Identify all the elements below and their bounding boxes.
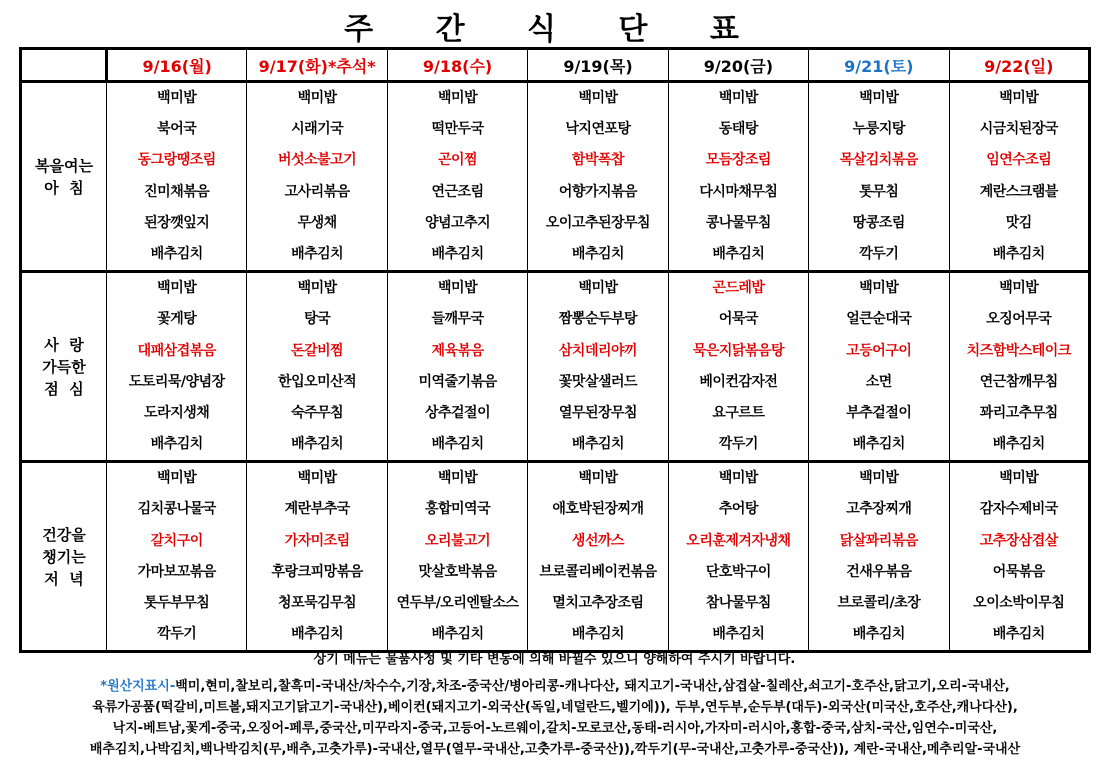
meal-row bbox=[21, 82, 1090, 272]
day-menu-cell bbox=[949, 82, 1089, 272]
menu-item: 톳무침 bbox=[859, 183, 899, 200]
day-menu-cell bbox=[247, 82, 387, 272]
menu-item: 동태탕 bbox=[718, 121, 758, 138]
day-menu-cell bbox=[668, 82, 808, 272]
menu-item: 삼치데리야끼 bbox=[558, 342, 638, 359]
menu-item: 백미밥 bbox=[999, 470, 1039, 487]
menu-item: 백미밥 bbox=[157, 470, 197, 487]
menu-item: 고추장찌개 bbox=[846, 501, 912, 518]
menu-item: 양념고추지 bbox=[424, 214, 491, 231]
menu-item: 백미밥 bbox=[718, 90, 758, 106]
menu-item: 떡만두국 bbox=[431, 121, 484, 138]
meal-label-line: 건강을 bbox=[42, 525, 86, 544]
menu-item: 닭살꽈리볶음 bbox=[839, 532, 918, 549]
menu-item: 오리훈제겨자냉채 bbox=[686, 532, 791, 549]
menu-item: 백미밥 bbox=[438, 90, 478, 106]
menu-item: 부추겉절이 bbox=[846, 404, 912, 421]
menu-item: 배추김치 bbox=[992, 626, 1045, 643]
menu-item: 배추김치 bbox=[431, 436, 484, 453]
menu-item: 오이고추된장무침 bbox=[545, 214, 651, 231]
menu-item: 꽃게탕 bbox=[157, 311, 197, 328]
meal-label-line: 점 심 bbox=[44, 379, 84, 398]
menu-item: 감자수제비국 bbox=[979, 501, 1058, 518]
meal-label-line: 사 랑 bbox=[44, 335, 84, 354]
menu-item: 백미밥 bbox=[297, 90, 337, 106]
menu-item: 백미밥 bbox=[297, 470, 337, 487]
menu-item: 추어탕 bbox=[718, 501, 758, 518]
menu-item: 배추김치 bbox=[571, 245, 625, 262]
origin-line: 낙지-베트남,꽃게-중국,오징어-페루,중국산,미꾸라지-중국,고등어-노르웨이,갈치-모로코산,동태-러시아,가자미-러시아,홍합-중국,삼치-국산,임연수-미국산, bbox=[112, 721, 998, 736]
menu-item: 브로콜리/초장 bbox=[837, 595, 921, 611]
origin-line: 육류가공품(떡갈비,미트볼,돼지고기닭고기-국내산),베이컨(돼지고기-외국산(독일,네덜란드,벨기에)), 두부,연두부,순두부(대두)-외국산(미국산,호주산,캐나다산), bbox=[92, 700, 1018, 715]
menu-item: 백미밥 bbox=[438, 470, 478, 487]
day-header: 9/18(수) bbox=[387, 49, 527, 82]
menu-item: 고사리볶음 bbox=[284, 183, 350, 200]
menu-item: 소면 bbox=[865, 373, 892, 390]
day-menu-cell bbox=[387, 272, 527, 462]
menu-item: 진미채볶음 bbox=[144, 183, 210, 200]
day-menu-cell bbox=[247, 272, 387, 462]
menu-item: 임연수조림 bbox=[986, 152, 1052, 169]
menu-item: 생선까스 bbox=[571, 532, 625, 549]
menu-item: 백미밥 bbox=[157, 90, 197, 106]
day-menu-cell bbox=[949, 272, 1089, 462]
menu-item: 꽈리고추무침 bbox=[979, 404, 1058, 421]
menu-item: 요구르트 bbox=[712, 404, 765, 421]
origin-line: 배추김치,나박김치,백나박김치(무,배추,고춧가루)-국내산,열무(열무-국내산,고춧가루-중국산)),깍두기(무-국내산,고춧가루-중국산)), 계란-국내산,메추리알-국내산 bbox=[89, 742, 1021, 757]
menu-item: 도라지생채 bbox=[144, 404, 210, 421]
menu-item: 맛살호박볶음 bbox=[418, 563, 497, 580]
meal-label-line: 챙기는 bbox=[42, 547, 86, 566]
day-header: 9/19(목) bbox=[528, 49, 668, 82]
menu-item: 열무된장무침 bbox=[558, 404, 638, 421]
origin-line-text: 백미,현미,찰보리,찰흑미-국내산/차수수,기장,차조-중국산/병아리콩-캐나다산, 돼지고기-국내산,삼겹살-칠레산,쇠고기-호주산,닭고기,오리-국내산, bbox=[175, 679, 1010, 694]
menu-item: 연근참깨무침 bbox=[979, 373, 1058, 390]
menu-item: 백미밥 bbox=[578, 90, 618, 106]
day-menu-cell bbox=[387, 462, 527, 652]
menu-item: 백미밥 bbox=[438, 280, 478, 297]
menu-item: 곤이찜 bbox=[438, 152, 478, 169]
menu-item: 얼큰순대국 bbox=[846, 311, 912, 328]
menu-item: 멸치고추장조림 bbox=[552, 595, 644, 611]
menu-item: 북어국 bbox=[157, 121, 197, 138]
meal-label bbox=[21, 272, 107, 462]
day-menu-cell bbox=[528, 272, 668, 462]
menu-item: 배추김치 bbox=[992, 436, 1045, 453]
menu-item: 배추김치 bbox=[571, 626, 625, 643]
menu-item: 김치콩나물국 bbox=[137, 501, 216, 518]
menu-item: 다시마채무침 bbox=[699, 183, 778, 200]
menu-item: 백미밥 bbox=[718, 470, 758, 487]
menu-item: 돈갈비찜 bbox=[291, 342, 344, 359]
menu-item: 땅콩조림 bbox=[852, 214, 905, 231]
menu-item: 콩나물무침 bbox=[705, 214, 771, 231]
origin-line bbox=[20, 676, 1090, 697]
day-menu-cell bbox=[809, 462, 949, 652]
menu-item: 시금치된장국 bbox=[979, 121, 1058, 138]
menu-item: 맛김 bbox=[1005, 214, 1032, 231]
menu-item: 무생채 bbox=[297, 214, 337, 231]
menu-item: 배추김치 bbox=[291, 626, 344, 643]
menu-item: 한입오미산적 bbox=[278, 373, 357, 390]
menu-item: 백미밥 bbox=[157, 280, 197, 297]
notice-text: 상기 메뉴는 물품사정 및 기타 변동에 의해 바뀔수 있으니 양해하여 주시기 바랍니다. bbox=[313, 652, 796, 667]
day-menu-cell bbox=[809, 272, 949, 462]
day-menu-cell bbox=[107, 82, 247, 272]
day-menu-cell bbox=[809, 82, 949, 272]
menu-item: 단호박구이 bbox=[705, 563, 771, 580]
meal-label-line: 복을여는 bbox=[35, 156, 93, 175]
menu-item: 애호박된장찌개 bbox=[552, 501, 644, 518]
menu-item: 고추장삼겹살 bbox=[979, 532, 1058, 549]
menu-item: 백미밥 bbox=[999, 90, 1039, 106]
menu-item: 배추김치 bbox=[712, 245, 765, 262]
menu-item: 가자미조림 bbox=[284, 532, 350, 549]
day-header: 9/22(일) bbox=[949, 49, 1089, 82]
meal-label-line: 저 녁 bbox=[44, 569, 84, 588]
menu-item: 후랑크피망볶음 bbox=[271, 563, 363, 580]
menu-item: 시래기국 bbox=[291, 121, 344, 138]
day-header: 9/16(월) bbox=[107, 49, 247, 82]
menu-item: 배추김치 bbox=[852, 436, 905, 453]
menu-item: 어묵국 bbox=[718, 311, 758, 328]
menu-item: 누룽지탕 bbox=[852, 121, 905, 138]
menu-item: 된장깻잎지 bbox=[144, 214, 210, 231]
menu-item: 배추김치 bbox=[431, 626, 484, 643]
menu-item: 연근조림 bbox=[431, 183, 484, 200]
menu-item: 배추김치 bbox=[852, 626, 905, 643]
menu-item: 미역줄기볶음 bbox=[418, 373, 497, 390]
menu-item: 목살김치볶음 bbox=[839, 152, 918, 169]
menu-item: 들깨무국 bbox=[431, 311, 484, 328]
day-menu-cell bbox=[528, 462, 668, 652]
menu-item: 계란부추국 bbox=[284, 501, 350, 518]
menu-item: 어묵볶음 bbox=[992, 563, 1045, 580]
day-menu-cell bbox=[247, 462, 387, 652]
meal-label bbox=[21, 82, 107, 272]
menu-item: 치즈함박스테이크 bbox=[966, 342, 1071, 359]
day-menu-cell bbox=[528, 82, 668, 272]
menu-item: 짬뽕순두부탕 bbox=[558, 311, 638, 328]
menu-item: 꽃맛살샐러드 bbox=[558, 373, 638, 390]
menu-item: 배추김치 bbox=[571, 436, 625, 453]
menu-item: 갈치구이 bbox=[150, 532, 203, 549]
menu-item: 배추김치 bbox=[291, 436, 344, 453]
day-header: 9/17(화)*추석* bbox=[247, 49, 387, 82]
menu-item: 깍두기 bbox=[157, 626, 197, 643]
day-menu-cell bbox=[949, 462, 1089, 652]
menu-item: 백미밥 bbox=[999, 280, 1039, 297]
menu-item: 배추김치 bbox=[291, 245, 344, 262]
day-menu-cell bbox=[387, 82, 527, 272]
menu-item: 배추김치 bbox=[992, 245, 1045, 262]
menu-item: 톳두부무침 bbox=[144, 595, 210, 611]
menu-item: 가마보꼬볶음 bbox=[137, 563, 216, 580]
menu-item: 묵은지닭볶음탕 bbox=[692, 342, 784, 359]
day-header: 9/21(토) bbox=[809, 49, 949, 82]
menu-item: 상추겉절이 bbox=[424, 404, 491, 421]
menu-item: 모듬장조림 bbox=[705, 152, 771, 169]
menu-item: 오리불고기 bbox=[424, 532, 491, 549]
menu-item: 숙주무침 bbox=[291, 404, 344, 421]
menu-item: 배추김치 bbox=[712, 626, 765, 643]
menu-item: 백미밥 bbox=[859, 280, 899, 297]
menu-item: 버섯소불고기 bbox=[278, 152, 357, 169]
corner-cell bbox=[21, 49, 107, 82]
menu-item: 청포묵김무침 bbox=[278, 595, 357, 611]
menu-item: 깍두기 bbox=[718, 436, 758, 453]
menu-item: 제육볶음 bbox=[431, 342, 484, 359]
menu-item: 백미밥 bbox=[578, 470, 618, 487]
menu-item: 동그랑땡조림 bbox=[137, 152, 216, 169]
menu-item: 베이컨감자전 bbox=[699, 373, 778, 390]
menu-item: 배추김치 bbox=[431, 245, 484, 262]
menu-item: 고등어구이 bbox=[846, 342, 912, 359]
page-title: 주 간 식 단 표 bbox=[344, 12, 765, 47]
menu-item: 낙지연포탕 bbox=[565, 121, 631, 138]
menu-item: 탕국 bbox=[304, 311, 331, 328]
meal-row bbox=[21, 462, 1090, 652]
menu-item: 백미밥 bbox=[578, 280, 618, 297]
menu-item: 백미밥 bbox=[859, 90, 899, 106]
meal-row bbox=[21, 272, 1090, 462]
menu-item: 참나물무침 bbox=[705, 595, 771, 611]
menu-item: 오이소박이무침 bbox=[973, 595, 1065, 611]
menu-item: 연두부/오리엔탈소스 bbox=[396, 595, 519, 611]
menu-item: 깍두기 bbox=[859, 245, 899, 262]
menu-item: 배추김치 bbox=[150, 436, 203, 453]
menu-item: 홍합미역국 bbox=[424, 501, 491, 518]
menu-item: 함박폭찹 bbox=[571, 152, 625, 169]
day-menu-cell bbox=[107, 272, 247, 462]
menu-item: 백미밥 bbox=[859, 470, 899, 487]
origin-info bbox=[20, 676, 1090, 760]
menu-item: 백미밥 bbox=[297, 280, 337, 297]
day-header-row bbox=[21, 49, 1090, 82]
menu-item: 배추김치 bbox=[150, 245, 203, 262]
menu-item: 곤드레밥 bbox=[712, 280, 765, 297]
meal-label-line: 아 침 bbox=[44, 178, 84, 197]
menu-item: 건새우볶음 bbox=[846, 563, 912, 580]
weekly-menu-table bbox=[19, 47, 1091, 653]
meal-label-line: 가득한 bbox=[42, 357, 86, 376]
menu-item: 도토리묵/양념장 bbox=[128, 373, 225, 390]
menu-item: 대패삼겹볶음 bbox=[137, 342, 216, 359]
day-menu-cell bbox=[107, 462, 247, 652]
day-menu-cell bbox=[668, 272, 808, 462]
menu-item: 브로콜리베이컨볶음 bbox=[539, 563, 657, 580]
menu-item: 어향가지볶음 bbox=[558, 183, 638, 200]
menu-item: 오징어무국 bbox=[986, 311, 1052, 328]
origin-label: *원산지표시- bbox=[100, 679, 176, 694]
menu-item: 계란스크램블 bbox=[979, 183, 1058, 200]
day-header: 9/20(금) bbox=[668, 49, 808, 82]
day-menu-cell bbox=[668, 462, 808, 652]
meal-label bbox=[21, 462, 107, 652]
